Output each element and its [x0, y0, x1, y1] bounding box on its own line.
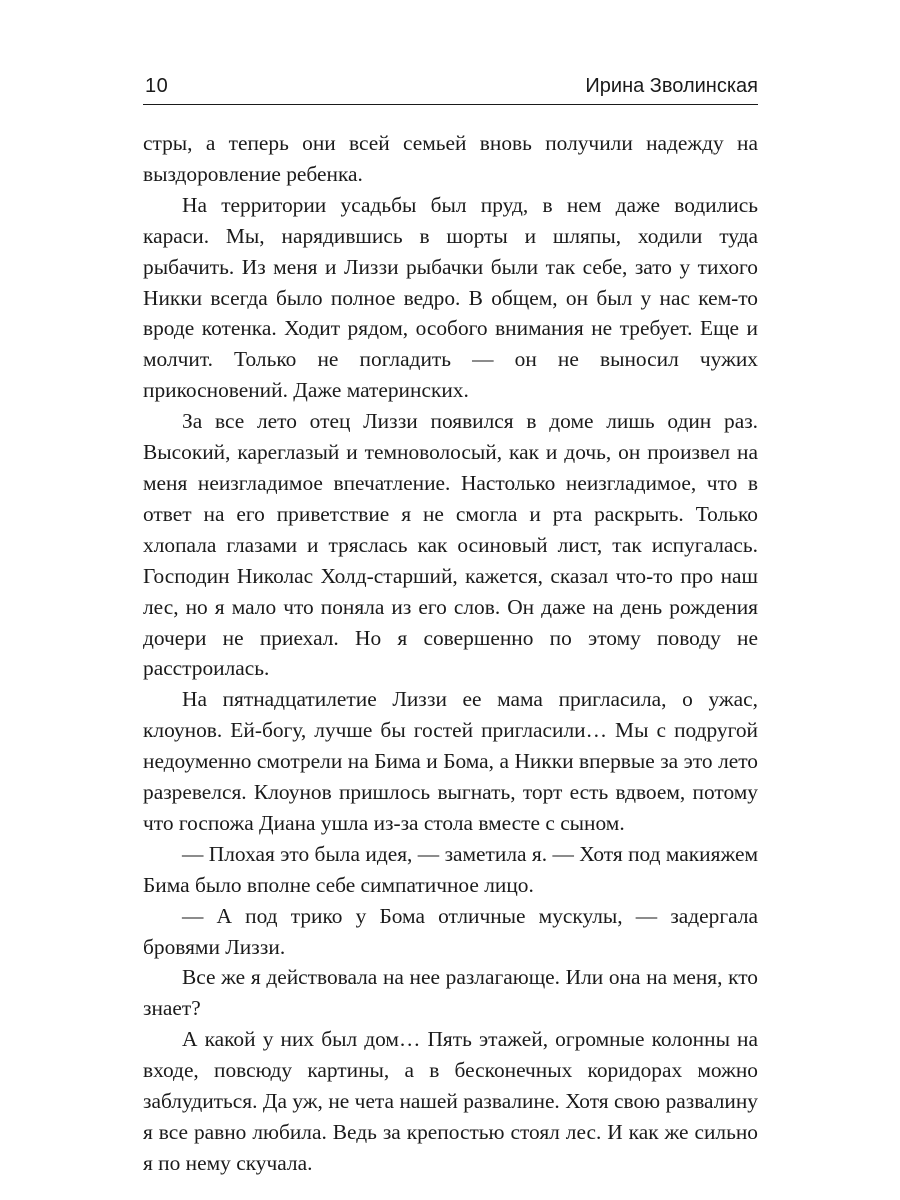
running-title: Ирина Зволинская: [585, 75, 758, 97]
body-text: [143, 128, 758, 1179]
page-number: 10: [145, 75, 169, 97]
paragraph: стры, а теперь они всей семьей вновь получили надежду на выздоровление ребенка.: [143, 131, 758, 186]
paragraph: А какой у них был дом… Пять этажей, огромные колонны на входе, повсюду картины, а в бесконечных коридорах можно заблудиться. Да уж, не чета нашей развалине. Хотя свою развалину я все равно любила. Ведь за крепостью стоял лес. И как же сильно я по нему скучала.: [143, 1027, 758, 1175]
paragraph: На территории усадьбы был пруд, в нем даже водились караси. Мы, нарядившись в шорты и шляпы, ходили туда рыбачить. Из меня и Лиззи рыбачки были так себе, зато у тихого Никки всегда было полное ведро. В общем, он был у нас кем-то вроде котенка. Ходит рядом, особого внимания не требует. Еще и молчит. Только не погладить — он не выносил чужих прикосновений. Даже материнских.: [143, 192, 758, 403]
page-header: [143, 72, 758, 102]
header-divider: [143, 104, 758, 105]
paragraph: Все же я действовала на нее разлагающе. Или она на меня, кто знает?: [143, 965, 758, 1021]
dialogue-line: — Плохая это была идея, — заметила я. — Хотя под макияжем Бима было вполне себе симпатичное лицо.: [143, 841, 758, 897]
dialogue-line: — А под трико у Бома отличные мускулы, — задергала бровями Лиззи.: [143, 903, 758, 959]
paragraph: За все лето отец Лиззи появился в доме лишь один раз. Высокий, кареглазый и темноволосый, как и дочь, он произвел на меня неизгладимое впечатление. Настолько неизгладимое, что в ответ на его приветствие я не смогла и рта раскрыть. Только хлопала глазами и тряслась как осиновый лист, так испугалась. Господин Николас Холд-старший, кажется, сказал что-то про наш лес, но я мало что поняла из его слов. Он даже на день рождения дочери не приехал. Но я совершенно по этому поводу не расстроилась.: [143, 409, 758, 681]
paragraph: На пятнадцатилетие Лиззи ее мама пригласила, о ужас, клоунов. Ей-богу, лучше бы гостей пригласили… Мы с подругой недоуменно смотрели на Бима и Бома, а Никки впервые за это лето разревелся. Клоунов пришлось выгнать, торт есть вдвоем, потому что госпожа Диана ушла из-за стола вместе с сыном.: [143, 687, 758, 835]
